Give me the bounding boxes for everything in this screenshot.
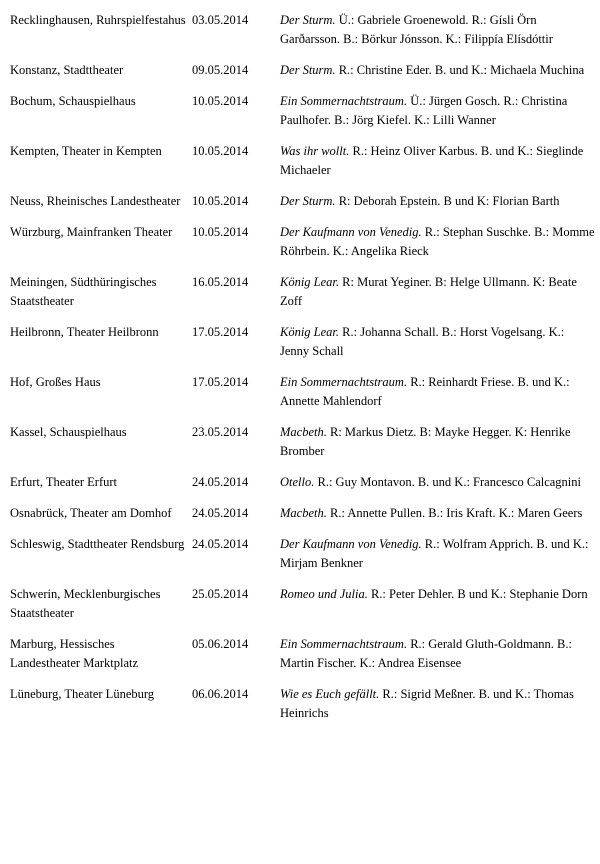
table-row bbox=[10, 11, 595, 49]
date-cell: 10.05.2014 bbox=[192, 225, 249, 239]
production-info-cell bbox=[280, 311, 595, 361]
date-cell: 25.05.2014 bbox=[192, 587, 249, 601]
production-credits: R.: Heinz Oliver Karbus. B. und K.: Sieglinde Michaeler bbox=[280, 144, 584, 177]
production-info-cell bbox=[280, 130, 595, 180]
play-title: König Lear. bbox=[280, 275, 340, 289]
production-credits: Ü.: Jürgen Gosch. R.: Christina Paulhofer. B.: Jörg Kiefel. K.: Lilli Wanner bbox=[280, 94, 568, 127]
table-row bbox=[10, 523, 595, 573]
table-row bbox=[10, 261, 595, 311]
production-info-cell bbox=[280, 180, 595, 211]
production-credits: R.: Peter Dehler. B und K.: Stephanie Dorn bbox=[367, 587, 588, 601]
date-cell: 09.05.2014 bbox=[192, 63, 249, 77]
date-cell: 17.05.2014 bbox=[192, 325, 249, 339]
production-credits: R.: Annette Pullen. B.: Iris Kraft. K.: Maren Geers bbox=[326, 506, 583, 520]
production-credits: R: Murat Yeginer. B: Helge Ullmann. K: Beate Zoff bbox=[280, 275, 577, 308]
play-title: Ein Sommernachtstraum. bbox=[280, 94, 408, 108]
table-row bbox=[10, 180, 595, 211]
date-cell: 10.05.2014 bbox=[192, 94, 249, 108]
table-row bbox=[10, 492, 595, 523]
play-title: Der Sturm. bbox=[280, 13, 336, 27]
production-credits: R.: Johanna Schall. B.: Horst Vogelsang. K.: Jenny Schall bbox=[280, 325, 565, 358]
date-cell: 06.06.2014 bbox=[192, 687, 249, 701]
table-row bbox=[10, 80, 595, 130]
table-row bbox=[10, 311, 595, 361]
production-credits: Ü.: Gabriele Groenewold. R.: Gísli Örn Garðarsson. B.: Börkur Jónsson. K.: Filippía Elísdóttir bbox=[280, 13, 553, 46]
table-row bbox=[10, 623, 595, 673]
venue-cell: Würzburg, Mainfranken Theater bbox=[10, 225, 173, 239]
table-row bbox=[10, 211, 595, 261]
venue-cell: Schleswig, Stadttheater Rendsburg bbox=[10, 537, 185, 551]
table-row bbox=[10, 461, 595, 492]
play-title: Der Sturm. bbox=[280, 63, 336, 77]
venue-cell: Bochum, Schauspielhaus bbox=[10, 94, 136, 108]
play-title: Ein Sommernachtstraum. bbox=[280, 637, 408, 651]
production-info-cell bbox=[280, 211, 595, 261]
table-row bbox=[10, 130, 595, 180]
production-credits: R: Markus Dietz. B: Mayke Hegger. K: Henrike Bromber bbox=[280, 425, 571, 458]
play-title: Romeo und Julia. bbox=[280, 587, 368, 601]
date-cell: 10.05.2014 bbox=[192, 144, 249, 158]
date-cell: 05.06.2014 bbox=[192, 637, 249, 651]
production-info-cell bbox=[280, 261, 595, 311]
production-credits: R.: Gerald Gluth-Goldmann. B.: Martin Fischer. K.: Andrea Eisensee bbox=[280, 637, 572, 670]
production-info-cell bbox=[280, 673, 595, 723]
production-credits: R.: Reinhardt Friese. B. und K.: Annette Mahlendorf bbox=[280, 375, 570, 408]
production-info-cell bbox=[280, 49, 595, 80]
venue-cell: Heilbronn, Theater Heilbronn bbox=[10, 325, 159, 339]
date-cell: 17.05.2014 bbox=[192, 375, 249, 389]
venue-cell: Meiningen, Südthüringisches Staatstheater bbox=[10, 275, 157, 308]
production-info-cell bbox=[280, 523, 595, 573]
table-row bbox=[10, 361, 595, 411]
production-info-cell bbox=[280, 573, 595, 623]
venue-cell: Neuss, Rheinisches Landestheater bbox=[10, 194, 181, 208]
venue-cell: Konstanz, Stadttheater bbox=[10, 63, 124, 77]
production-credits: R: Deborah Epstein. B und K: Florian Barth bbox=[335, 194, 560, 208]
production-info-cell bbox=[280, 623, 595, 673]
production-info-cell bbox=[280, 492, 595, 523]
production-credits: R.: Guy Montavon. B. und K.: Francesco Calcagnini bbox=[314, 475, 582, 489]
play-title: Der Kaufmann von Venedig. bbox=[280, 537, 422, 551]
date-cell: 03.05.2014 bbox=[192, 13, 249, 27]
venue-cell: Kempten, Theater in Kempten bbox=[10, 144, 162, 158]
production-credits: R.: Wolfram Apprich. B. und K.: Mirjam Benkner bbox=[280, 537, 589, 570]
play-title: Was ihr wollt. bbox=[280, 144, 350, 158]
date-cell: 24.05.2014 bbox=[192, 537, 249, 551]
date-cell: 23.05.2014 bbox=[192, 425, 249, 439]
table-row bbox=[10, 573, 595, 623]
venue-cell: Recklinghausen, Ruhrspielfestahus bbox=[10, 13, 186, 27]
play-title: Macbeth. bbox=[280, 506, 327, 520]
play-title: Wie es Euch gefällt. bbox=[280, 687, 380, 701]
production-info-cell bbox=[280, 411, 595, 461]
play-title: König Lear. bbox=[280, 325, 340, 339]
play-title: Der Kaufmann von Venedig. bbox=[280, 225, 422, 239]
play-title: Macbeth. bbox=[280, 425, 327, 439]
production-info-cell bbox=[280, 461, 595, 492]
date-cell: 24.05.2014 bbox=[192, 506, 249, 520]
table-body bbox=[10, 11, 595, 723]
venue-cell: Schwerin, Mecklenburgisches Staatstheater bbox=[10, 587, 161, 620]
date-cell: 16.05.2014 bbox=[192, 275, 249, 289]
date-cell: 24.05.2014 bbox=[192, 475, 249, 489]
performance-table bbox=[10, 11, 595, 723]
production-info-cell bbox=[280, 11, 595, 49]
venue-cell: Osnabrück, Theater am Domhof bbox=[10, 506, 172, 520]
production-credits: R.: Christine Eder. B. und K.: Michaela Muchina bbox=[335, 63, 585, 77]
venue-cell: Kassel, Schauspielhaus bbox=[10, 425, 127, 439]
production-credits: R.: Stephan Suschke. B.: Momme Röhrbein. K.: Angelika Rieck bbox=[280, 225, 595, 258]
play-title: Otello. bbox=[280, 475, 315, 489]
date-cell: 10.05.2014 bbox=[192, 194, 249, 208]
venue-cell: Hof, Großes Haus bbox=[10, 375, 101, 389]
venue-cell: Erfurt, Theater Erfurt bbox=[10, 475, 118, 489]
play-title: Ein Sommernachtstraum. bbox=[280, 375, 408, 389]
play-title: Der Sturm. bbox=[280, 194, 336, 208]
table-row bbox=[10, 49, 595, 80]
table-row bbox=[10, 673, 595, 723]
table-row bbox=[10, 411, 595, 461]
production-info-cell bbox=[280, 80, 595, 130]
production-credits: R.: Sigrid Meßner. B. und K.: Thomas Heinrichs bbox=[280, 687, 574, 720]
venue-cell: Lüneburg, Theater Lüneburg bbox=[10, 687, 155, 701]
venue-cell: Marburg, Hessisches Landestheater Marktplatz bbox=[10, 637, 139, 670]
production-info-cell bbox=[280, 361, 595, 411]
